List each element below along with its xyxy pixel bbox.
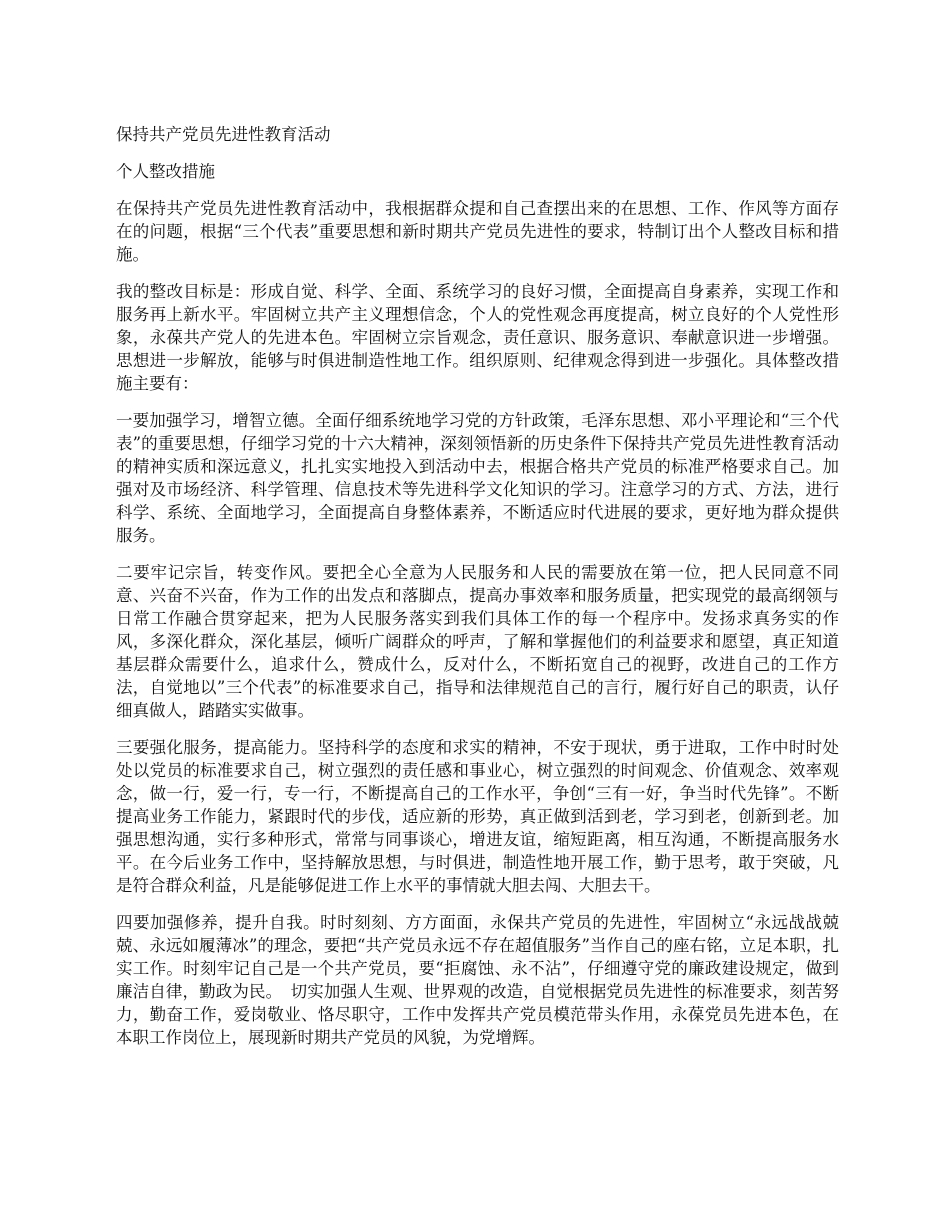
paragraph-goals: 我的整改目标是：形成自觉、科学、全面、系统学习的良好习惯，全面提高自身素养，实现工作和服务再上新水平。牢固树立共产主义理想信念，个人的党性观念再度提高，树立良好的个人党性形象，永葆共产党人的先进本色。牢固树立宗旨观念，责任意识、服务意识、奉献意识进一步增强。思想进一步解放，能够与时俱进制造性地工作。组织原则、纪律观念得到进一步强化。具体整改措施主要有： [116,282,839,393]
paragraph-measure-2: 二要牢记宗旨，转变作风。要把全心全意为人民服务和人民的需要放在第一位，把人民同意不同意、兴奋不兴奋，作为工作的出发点和落脚点，提高办事效率和服务质量，把实现党的最高纲领与日常工作融合贯穿起来，把为人民服务落实到我们具体工作的每一个程序中。发扬求真务实的作风，多深化群众，深化基层，倾听广阔群众的呼声，了解和掌握他们的利益要求和愿望，真正知道基层群众需要什么，追求什么，赞成什么，反对什么，不断拓宽自己的视野，改进自己的工作方法，自觉地以”三个代表”的标准要求自己，指导和法律规范自己的言行，履行好自己的职责，认仔细真做人，踏踏实实做事。 [116,563,839,720]
paragraph-intro: 在保持共产党员先进性教育活动中，我根据群众提和自己查摆出来的在思想、工作、作风等方面存在的问题，根据“三个代表”重要思想和新时期共产党员先进性的要求，特制订出个人整改目标和措施。 [116,199,839,264]
paragraph-measure-3: 三要强化服务，提高能力。坚持科学的态度和求实的精神，不安于现状，勇于进取，工作中时时处处以党员的标准要求自己，树立强烈的责任感和事业心，树立强烈的时间观念、价值观念、效率观念，做一行，爱一行，专一行，不断提高自己的工作水平，争创“三有一好，争当时代先锋”。不断提高业务工作能力，紧跟时代的步伐，适应新的形势，真正做到活到老，学习到老，创新到老。加强思想沟通，实行多种形式，常常与同事谈心，增进友谊，缩短距离，相互沟通，不断提高服务水平。在今后业务工作中，坚持解放思想，与时俱进，制造性地开展工作，勤于思考，敢于突破，凡是符合群众利益，凡是能够促进工作上水平的事情就大胆去闯、大胆去干。 [116,738,839,895]
paragraph-measure-1: 一要加强学习，增智立德。全面仔细系统地学习党的方针政策，毛泽东思想、邓小平理论和“三个代表”的重要思想，仔细学习党的十六大精神，深刻领悟新的历史条件下保持共产党员先进性教育活动的精神实质和深远意义，扎扎实实地投入到活动中去，根据合格共产党员的标准严格要求自己。加强对及市场经济、科学管理、信息技术等先进科学文化知识的学习。注意学习的方式、方法，进行科学、系统、全面地学习，全面提高自身整体素养，不断适应时代进展的要求，更好地为群众提供服务。 [116,411,839,545]
document-subtitle: 个人整改措施 [116,162,215,181]
document-page [116,123,839,1063]
paragraph-measure-4: 四要加强修养，提升自我。时时刻刻、方方面面，永保共产党员的先进性，牢固树立“永远战战兢兢、永远如履薄冰”的理念，要把“共产党员永远不存在超值服务”当作自己的座右铭，立足本职，扎实工作。时刻牢记自己是一个共产党员，要“拒腐蚀、永不沾”，仔细遵守党的廉政建设规定，做到廉洁自律，勤政为民。 切实加强人生观、世界观的改造，自觉根据党员先进性的标准要求，刻苦努力，勤奋工作，爱岗敬业、恪尽职守，工作中发挥共产党员模范带头作用，永葆党员先进本色，在本职工作岗位上，展现新时期共产党员的风貌，为党增辉。 [116,913,839,1047]
document-title: 保持共产党员先进性教育活动 [116,125,331,144]
